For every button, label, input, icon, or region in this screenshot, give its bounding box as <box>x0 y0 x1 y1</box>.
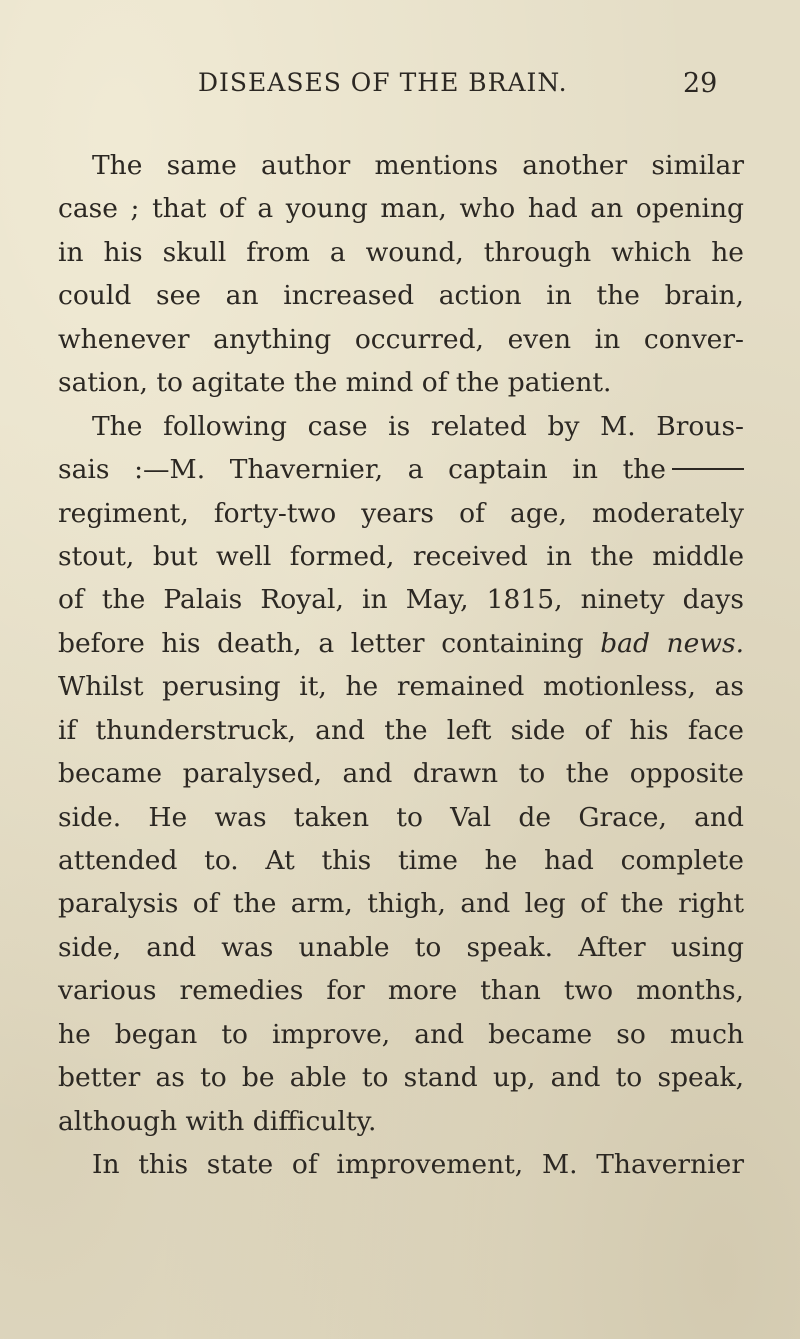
text-line <box>58 1013 744 1056</box>
text-line <box>58 405 744 448</box>
line-text: before his death, a letter containing <box>58 627 584 659</box>
text-line <box>58 448 744 491</box>
line-text: although with difficulty. <box>58 1105 377 1137</box>
text-line <box>58 492 744 535</box>
text-line <box>58 1143 744 1186</box>
line-text: became paralysed, and drawn to the opposite <box>58 758 744 790</box>
text-line <box>58 969 744 1012</box>
running-title: DISEASES OF THE BRAIN. <box>198 68 568 97</box>
text-line <box>58 926 744 969</box>
page-header <box>0 68 800 112</box>
line-text: better as to be able to stand up, and to speak, <box>58 1062 744 1094</box>
blank-dash <box>672 468 744 470</box>
line-text: paralysis of the arm, thigh, and leg of the right <box>58 888 744 920</box>
line-text: stout, but well formed, received in the middle <box>58 540 744 572</box>
line-text: various remedies for more than two months, <box>58 975 744 1007</box>
text-line <box>58 578 744 621</box>
line-text: case ; that of a young man, who had an opening <box>58 193 744 225</box>
page-number: 29 <box>683 68 718 99</box>
line-text: The following case is related by M. Brous- <box>92 410 744 442</box>
line-text: The same author mentions another similar <box>92 150 744 181</box>
line-text: sais :—M. Thavernier, a captain in the <box>58 454 666 486</box>
body-text <box>58 144 744 1187</box>
line-text: of the Palais Royal, in May, 1815, ninety days <box>58 584 744 616</box>
text-line <box>58 187 744 230</box>
text-line <box>58 231 744 274</box>
line-text: sation, to agitate the mind of the patient. <box>58 367 612 399</box>
line-text: whenever anything occurred, even in conver- <box>58 323 744 355</box>
line-text: he began to improve, and became so much <box>58 1018 744 1050</box>
text-line <box>58 882 744 925</box>
text-line <box>58 796 744 839</box>
line-text: Whilst perusing it, he remained motionless, as <box>58 671 744 703</box>
text-line <box>58 752 744 795</box>
text-line <box>58 318 744 361</box>
text-line <box>58 709 744 752</box>
line-text: regiment, forty-two years of age, moderately <box>58 497 744 529</box>
line-text: attended to. At this time he had complete <box>58 845 744 876</box>
line-text: side. He was taken to Val de Grace, and <box>58 801 744 833</box>
text-line <box>58 361 744 404</box>
text-line <box>58 1056 744 1099</box>
text-line <box>58 1100 744 1143</box>
line-text: side, and was unable to speak. After using <box>58 931 744 963</box>
line-text: in his skull from a wound, through which he <box>58 236 744 268</box>
text-line <box>58 839 744 882</box>
line-text: if thunderstruck, and the left side of his face <box>58 714 744 746</box>
text-line <box>58 144 744 187</box>
text-line <box>58 274 744 317</box>
text-line <box>58 665 744 708</box>
italic-phrase: bad news. <box>600 627 744 659</box>
text-line <box>58 535 744 578</box>
line-text: could see an increased action in the brain, <box>58 280 744 312</box>
text-line <box>58 622 744 665</box>
line-text: In this state of improvement, M. Thavernier <box>92 1149 744 1181</box>
